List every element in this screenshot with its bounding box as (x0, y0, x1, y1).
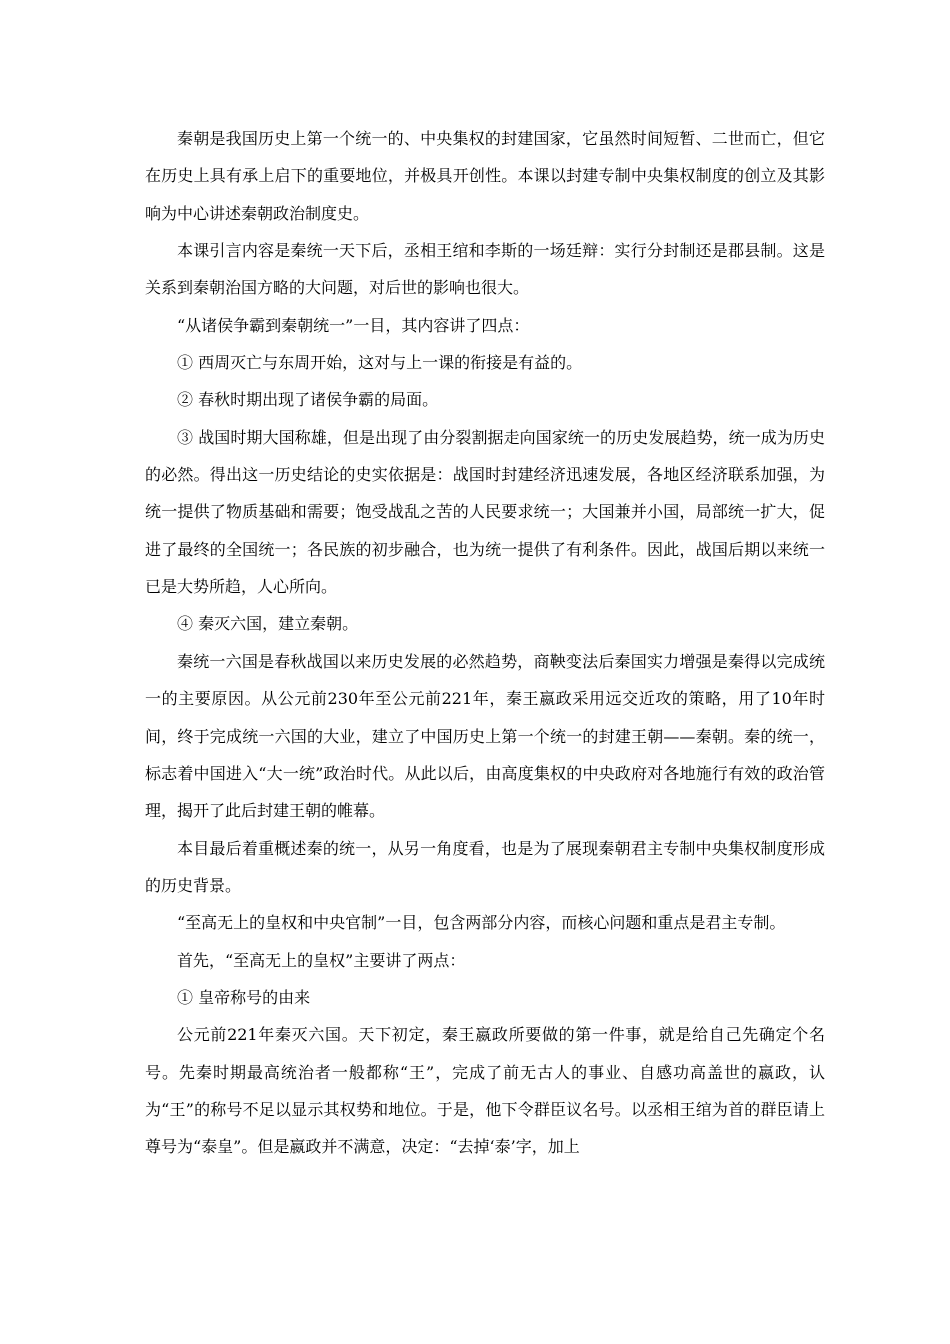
paragraph-emperor-title-heading: ① 皇帝称号的由来 (177, 987, 311, 1007)
document-body (145, 120, 825, 1166)
paragraph-section-two-heading: “至高无上的皇权和中央官制”一目，包含两部分内容，而核心问题和重点是君主专制。 (177, 913, 786, 933)
paragraph-point-3: ③ 战国时期大国称雄，但是出现了由分裂割据走向国家统一的历史发展趋势，统一成为历史的必然。得出这一历史结论的史实依据是：战国时封建经济迅速发展，各地区经济联系加强，为统一提供了物质基础和需要；饱受战乱之苦的人民要求统一；大国兼并小国，局部统一扩大，促进了最终的全国统一；各民族的初步融合，也为统一提供了有利条件。因此，战国后期以来统一已是大势所趋，人心所向。 (145, 427, 825, 597)
paragraph-imperial-power: 首先，“至高无上的皇权”主要讲了两点： (177, 950, 466, 970)
paragraph-summary: 本目最后着重概述秦的统一，从另一角度看，也是为了展现秦朝君主专制中央集权制度形成的历史背景。 (145, 838, 825, 895)
paragraph-intro: 秦朝是我国历史上第一个统一的、中央集权的封建国家，它虽然时间短暂、二世而亡，但它在历史上具有承上启下的重要地位，并极具开创性。本课以封建专制中央集权制度的创立及其影响为中心讲述秦朝政治制度史。 (145, 129, 825, 223)
paragraph-preface: 本课引言内容是秦统一天下后，丞相王绾和李斯的一场廷辩：实行分封制还是郡县制。这是关系到秦朝治国方略的大问题，对后世的影响也很大。 (145, 241, 825, 298)
paragraph-section-one-heading: “从诸侯争霸到秦朝统一”一目，其内容讲了四点： (177, 315, 530, 335)
paragraph-point-1: ① 西周灭亡与东周开始，这对与上一课的衔接是有益的。 (177, 353, 583, 373)
paragraph-point-2: ② 春秋时期出现了诸侯争霸的局面。 (177, 390, 439, 410)
paragraph-unification: 秦统一六国是春秋战国以来历史发展的必然趋势，商鞅变法后秦国实力增强是秦得以完成统一的主要原因。从公元前230年至公元前221年，秦王嬴政采用远交近攻的策略，用了10年时间，终于完成统一六国的大业，建立了中国历史上第一个统一的封建王朝——秦朝。秦的统一，标志着中国进入“大一统”政治时代。从此以后，由高度集权的中央政府对各地施行有效的政治管理，揭开了此后封建王朝的帷幕。 (145, 651, 825, 821)
paragraph-emperor-title: 公元前221年秦灭六国。天下初定，秦王嬴政所要做的第一件事，就是给自己先确定个名号。先秦时期最高统治者一般都称“王”，完成了前无古人的事业、自感功高盖世的嬴政，认为“王”的称号不足以显示其权势和地位。于是，他下令群臣议名号。以丞相王绾为首的群臣请上尊号为“泰皇”。但是嬴政并不满意，决定：“去掉‘泰’字，加上 (145, 1025, 825, 1157)
paragraph-point-4: ④ 秦灭六国，建立秦朝。 (177, 614, 359, 634)
